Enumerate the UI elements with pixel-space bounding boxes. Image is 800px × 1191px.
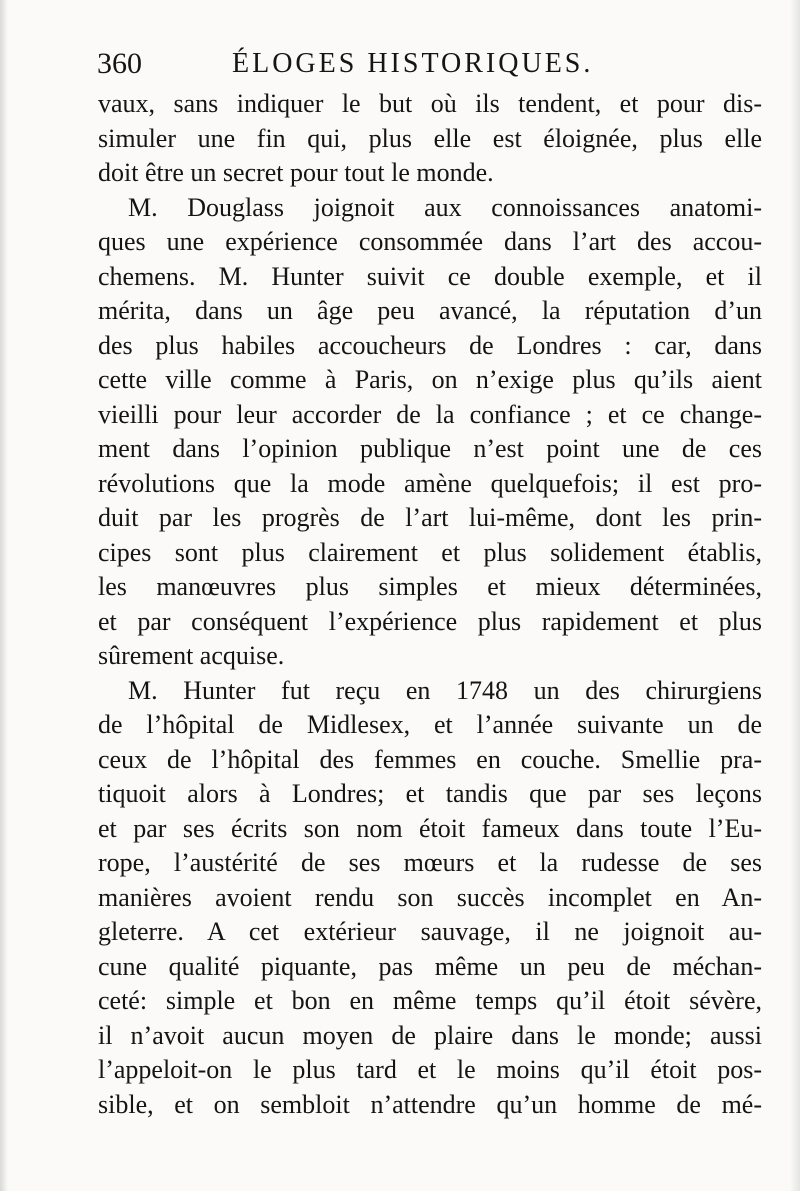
- text-line: manières avoient rendu son succès incomplet en An-: [98, 882, 762, 912]
- page-number: 360: [97, 47, 142, 80]
- text-line: sûrement acquise.: [98, 641, 285, 670]
- text-line: duit par les progrès de l’art lui-même, dont les prin-: [98, 503, 762, 532]
- text-line: gleterre. A cet extérieur sauvage, il ne joignoit au-: [98, 917, 762, 946]
- text-line: il n’avoit aucun moyen de plaire dans le monde; aussi: [98, 1020, 762, 1050]
- text-line: sible, et on sembloit n’attendre qu’un homme de mé-: [98, 1089, 762, 1119]
- text-line: ceux de l’hôpital des femmes en couche. Smellie pra-: [98, 744, 762, 774]
- page-left-shadow: [0, 0, 8, 1191]
- text-line: et par ses écrits son nom étoit fameux dans toute l’Eu-: [98, 813, 762, 843]
- text-line: doit être un secret pour tout le monde.: [98, 158, 494, 187]
- paragraph-start-line: M. Hunter fut reçu en 1748 un des chirurgiens: [128, 675, 762, 705]
- text-line: ceté: simple et bon en même temps qu’il étoit sévère,: [98, 986, 762, 1015]
- text-line: ques une expérience consommée dans l’art des accou-: [98, 227, 762, 256]
- page-right-shadow: [790, 0, 800, 1191]
- body-text: [98, 87, 762, 1122]
- text-line: rope, l’austérité de ses mœurs et la rudesse de ses: [98, 848, 762, 877]
- text-line: l’appeloit-on le plus tard et le moins qu’il étoit pos-: [98, 1055, 762, 1084]
- running-title: ÉLOGES HISTORIQUES.: [232, 48, 594, 79]
- text-line: des plus habiles accoucheurs de Londres : car, dans: [98, 330, 762, 360]
- text-line: chemens. M. Hunter suivit ce double exemple, et il: [98, 261, 762, 291]
- text-line: vaux, sans indiquer le but où ils tendent, et pour dis-: [98, 89, 762, 118]
- text-line: mérita, dans un âge peu avancé, la réputation d’un: [98, 296, 762, 325]
- text-line: tiquoit alors à Londres; et tandis que par ses leçons: [98, 779, 762, 808]
- text-line: vieilli pour leur accorder de la confiance ; et ce change-: [98, 399, 762, 429]
- text-line: cune qualité piquante, pas même un peu de méchan-: [98, 951, 762, 981]
- text-line: les manœuvres plus simples et mieux déterminées,: [98, 572, 762, 601]
- text-line: cipes sont plus clairement et plus solidement établis,: [98, 537, 762, 567]
- text-line: révolutions que la mode amène quelquefois; il est pro-: [98, 468, 762, 498]
- text-line: de l’hôpital de Midlesex, et l’année suivante un de: [98, 710, 762, 739]
- text-line: et par conséquent l’expérience plus rapidement et plus: [98, 606, 762, 636]
- text-line: simuler une fin qui, plus elle est éloignée, plus elle: [98, 123, 762, 153]
- text-line: cette ville comme à Paris, on n’exige plus qu’ils aient: [98, 365, 762, 394]
- page-header: [97, 44, 657, 84]
- paragraph-start-line: M. Douglass joignoit aux connoissances anatomi-: [128, 192, 762, 222]
- text-line: ment dans l’opinion publique n’est point une de ces: [98, 434, 762, 463]
